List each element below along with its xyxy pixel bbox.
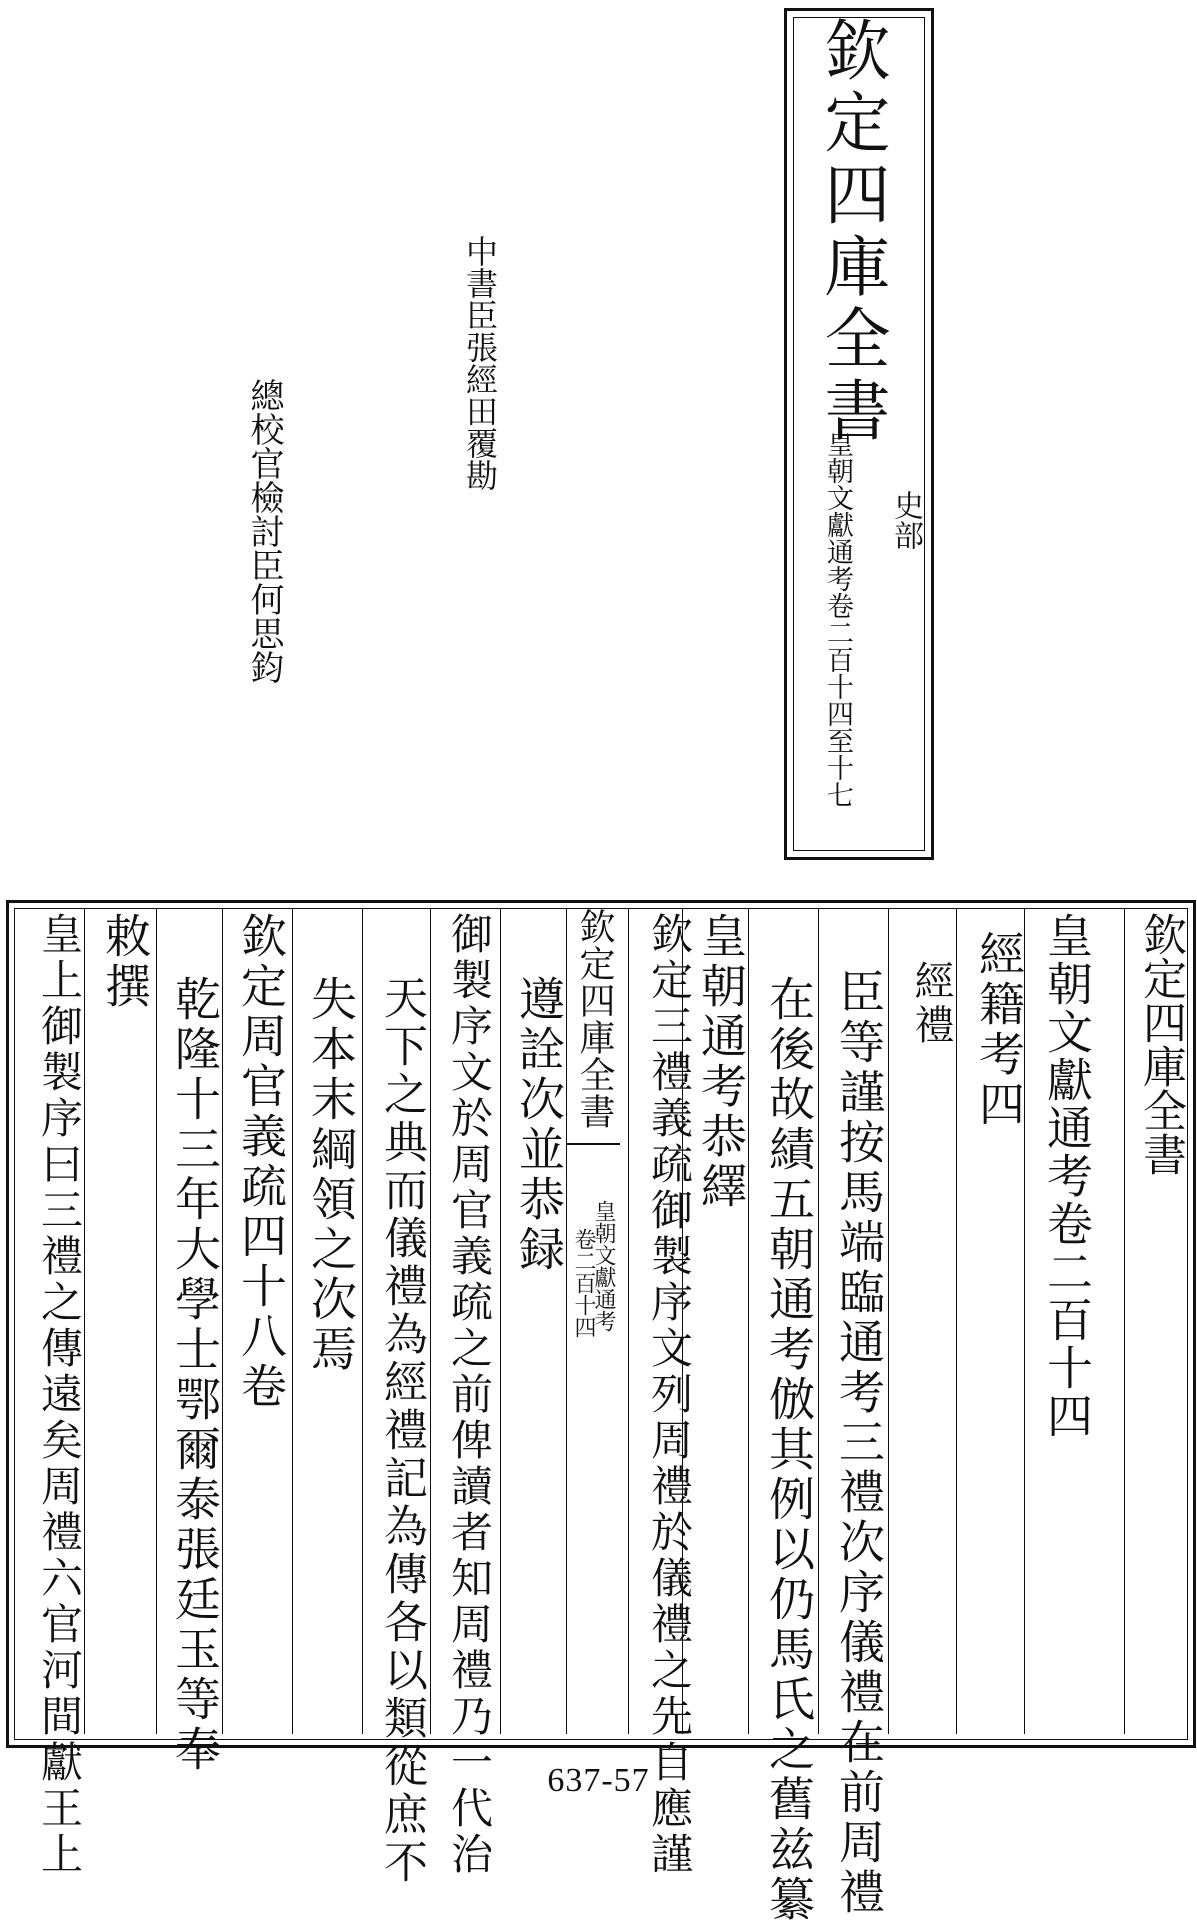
column-rule <box>628 908 629 1734</box>
column-rule <box>1124 908 1125 1734</box>
book-title: 皇朝文獻通考卷二百十四 <box>1040 912 1094 1440</box>
column-rule <box>292 908 293 1734</box>
page-number: 637-57 <box>547 1762 650 1799</box>
column-rule <box>156 908 157 1734</box>
fold-title: 欽定四庫全書 <box>574 908 615 1130</box>
cover-volume: 皇朝文獻通考卷二百十四至十七 <box>822 430 853 808</box>
cover-section: 史部 <box>888 490 923 550</box>
text-column-10: 乾隆十三年大學士鄂爾泰張廷玉等奉 <box>168 975 222 1775</box>
category-title: 經籍考四 <box>972 930 1026 1130</box>
text-column-1: 臣等謹按馬端臨通考三禮次序儀禮在前周禮 <box>832 968 886 1918</box>
column-rule <box>362 908 363 1734</box>
text-column-2: 在後故績五朝通考倣其例以仍馬氏之舊兹纂 <box>762 975 816 1925</box>
proofreader-line: 中書臣張經田覆勘 <box>461 235 499 491</box>
column-rule <box>500 908 501 1734</box>
text-column-5: 遵詮次並恭録 <box>512 975 566 1275</box>
text-column-6: 御製序文於周官義疏之前俾讀者知周禮乃一代治 <box>445 912 494 1878</box>
text-column-7: 天下之典而儀禮為經禮記為傳各以類從庶不 <box>376 975 427 1887</box>
text-column-9: 欽定周官義疏四十八卷 <box>234 912 288 1412</box>
header-title: 欽定四庫全書 <box>1135 912 1186 1176</box>
fold-volume: 卷二百十四 <box>571 1228 596 1338</box>
cover-title: 欽定四庫全書 <box>813 16 890 448</box>
fold-book: 皇朝文獻通考 <box>591 1200 616 1332</box>
text-column-3: 皇朝通考恭繹 <box>694 912 748 1212</box>
text-column-12: 皇上御製序曰三禮之傳遠矣周禮六官河間獻王上 <box>35 912 84 1878</box>
text-column-11: 敕撰 <box>98 912 152 1012</box>
text-column-8: 失本末綱領之次焉 <box>304 975 358 1375</box>
subcategory-title: 經禮 <box>908 960 954 1048</box>
chief-proofreader-line: 總校官檢討臣何思鈞 <box>244 378 284 684</box>
text-column-4: 欽定三禮義疏御製序文列周禮於儀禮之先自應謹 <box>645 912 694 1878</box>
